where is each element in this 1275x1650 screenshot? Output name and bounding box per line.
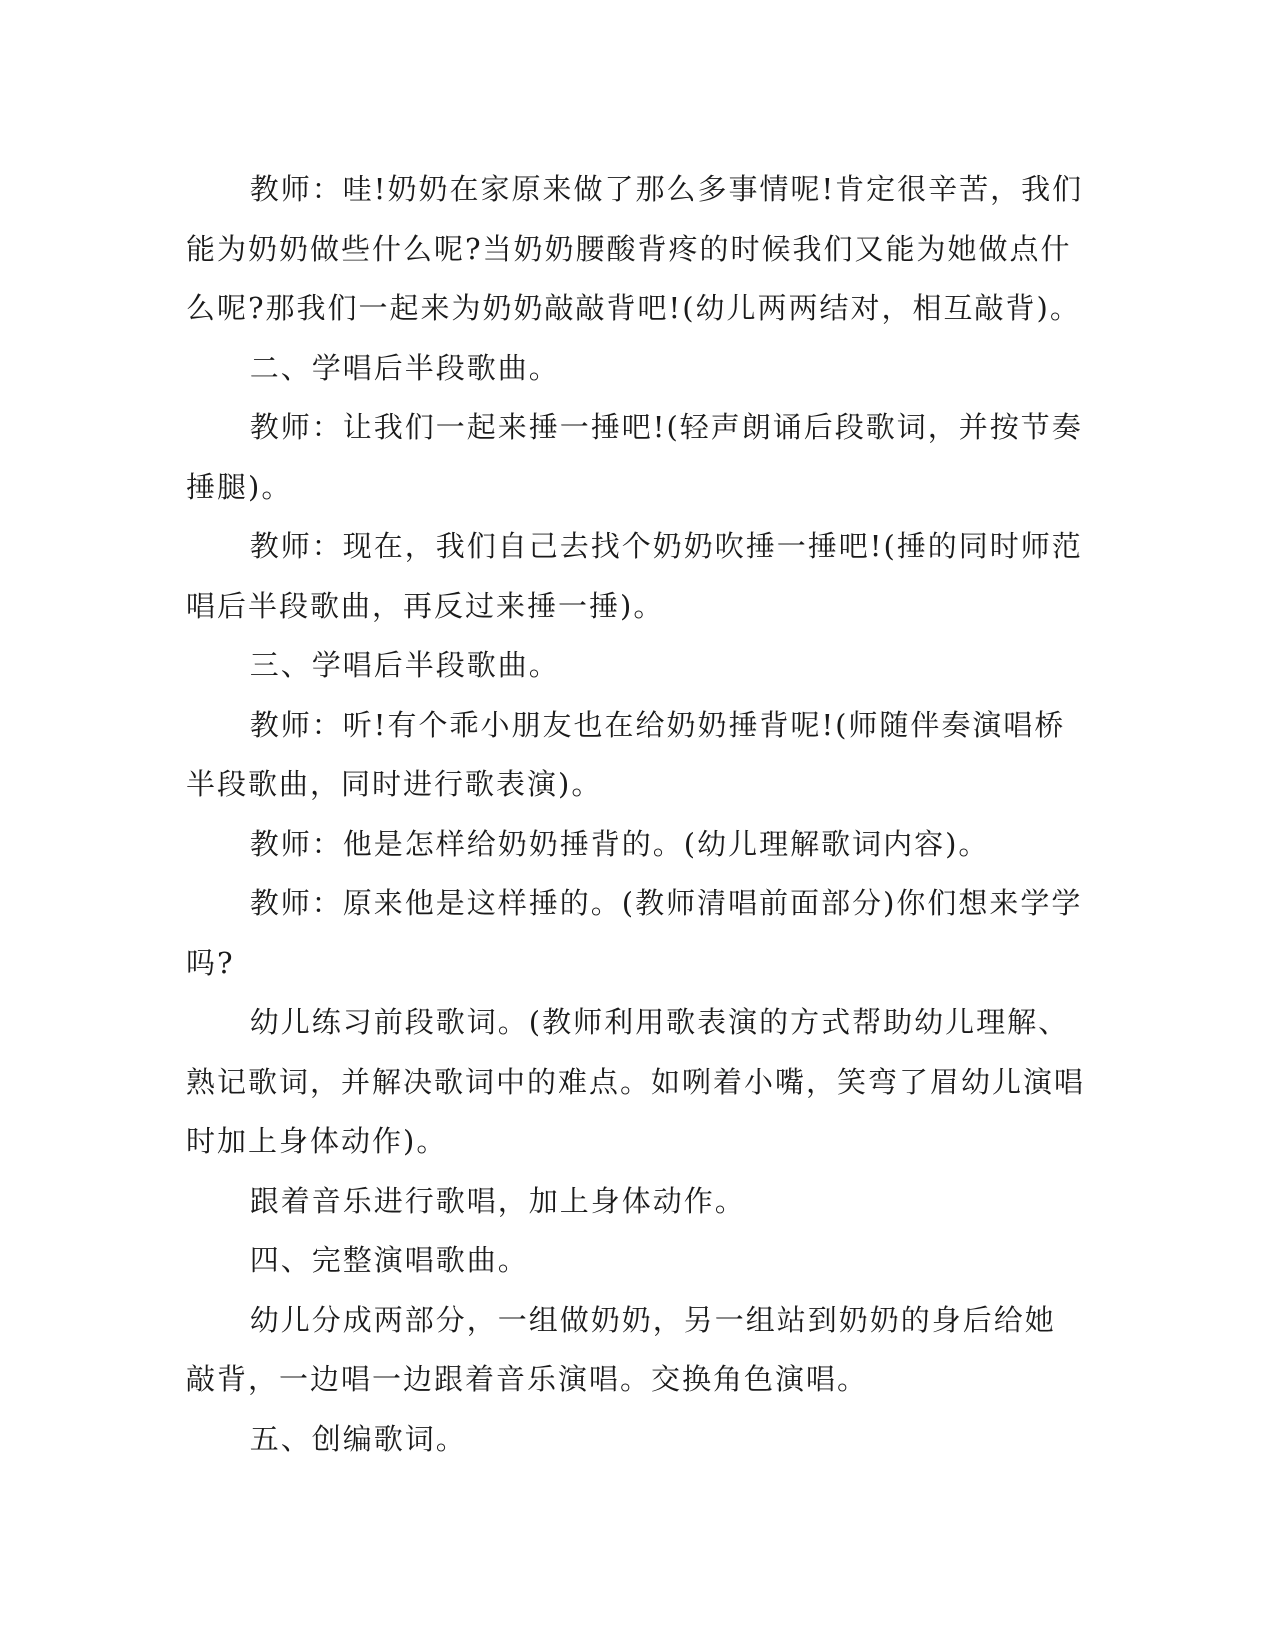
paragraph-10: 跟着音乐进行歌唱，加上身体动作。: [249, 1183, 746, 1218]
paragraph-9: 幼儿练习前段歌词。(教师利用歌表演的方式帮助幼儿理解、熟记歌词，并解决歌词中的难点。如咧着小嘴，笑弯了眉幼儿演唱时加上身体动作)。: [186, 1005, 1086, 1158]
paragraph-8: 教师：原来他是这样捶的。(教师清唱前面部分)你们想来学学吗?: [186, 886, 1083, 980]
paragraph-7: 教师：他是怎样给奶奶捶背的。(幼儿理解歌词内容)。: [249, 826, 990, 861]
paragraph-12: 幼儿分成两部分，一组做奶奶，另一组站到奶奶的身后给她敲背，一边唱一边跟着音乐演唱。交换角色演唱。: [186, 1302, 1056, 1396]
paragraph-1: 教师：哇!奶奶在家原来做了那么多事情呢!肯定很辛苦，我们能为奶奶做些什么呢?当奶奶腰酸背疼的时候我们又能为她做点什么呢?那我们一起来为奶奶敲敲背吧!(幼儿两两结对，相互敲背)。: [186, 172, 1084, 325]
section-heading-4: 四、完整演唱歌曲。: [249, 1243, 529, 1277]
paragraph-6: 教师：听!有个乖小朋友也在给奶奶捶背呢!(师随伴奏演唱桥半段歌曲，同时进行歌表演)。: [186, 707, 1066, 801]
section-heading-5: 五、创编歌词。: [249, 1421, 467, 1456]
paragraph-3: 教师：让我们一起来捶一捶吧!(轻声朗诵后段歌词，并按节奏捶腿)。: [186, 410, 1083, 504]
section-heading-2: 二、学唱后半段歌曲。: [249, 350, 560, 385]
document-body: [186, 160, 1086, 1469]
section-heading-3: 三、学唱后半段歌曲。: [249, 648, 560, 682]
paragraph-4: 教师：现在，我们自己去找个奶奶吹捶一捶吧!(捶的同时师范唱后半段歌曲，再反过来捶一捶)。: [186, 529, 1083, 623]
